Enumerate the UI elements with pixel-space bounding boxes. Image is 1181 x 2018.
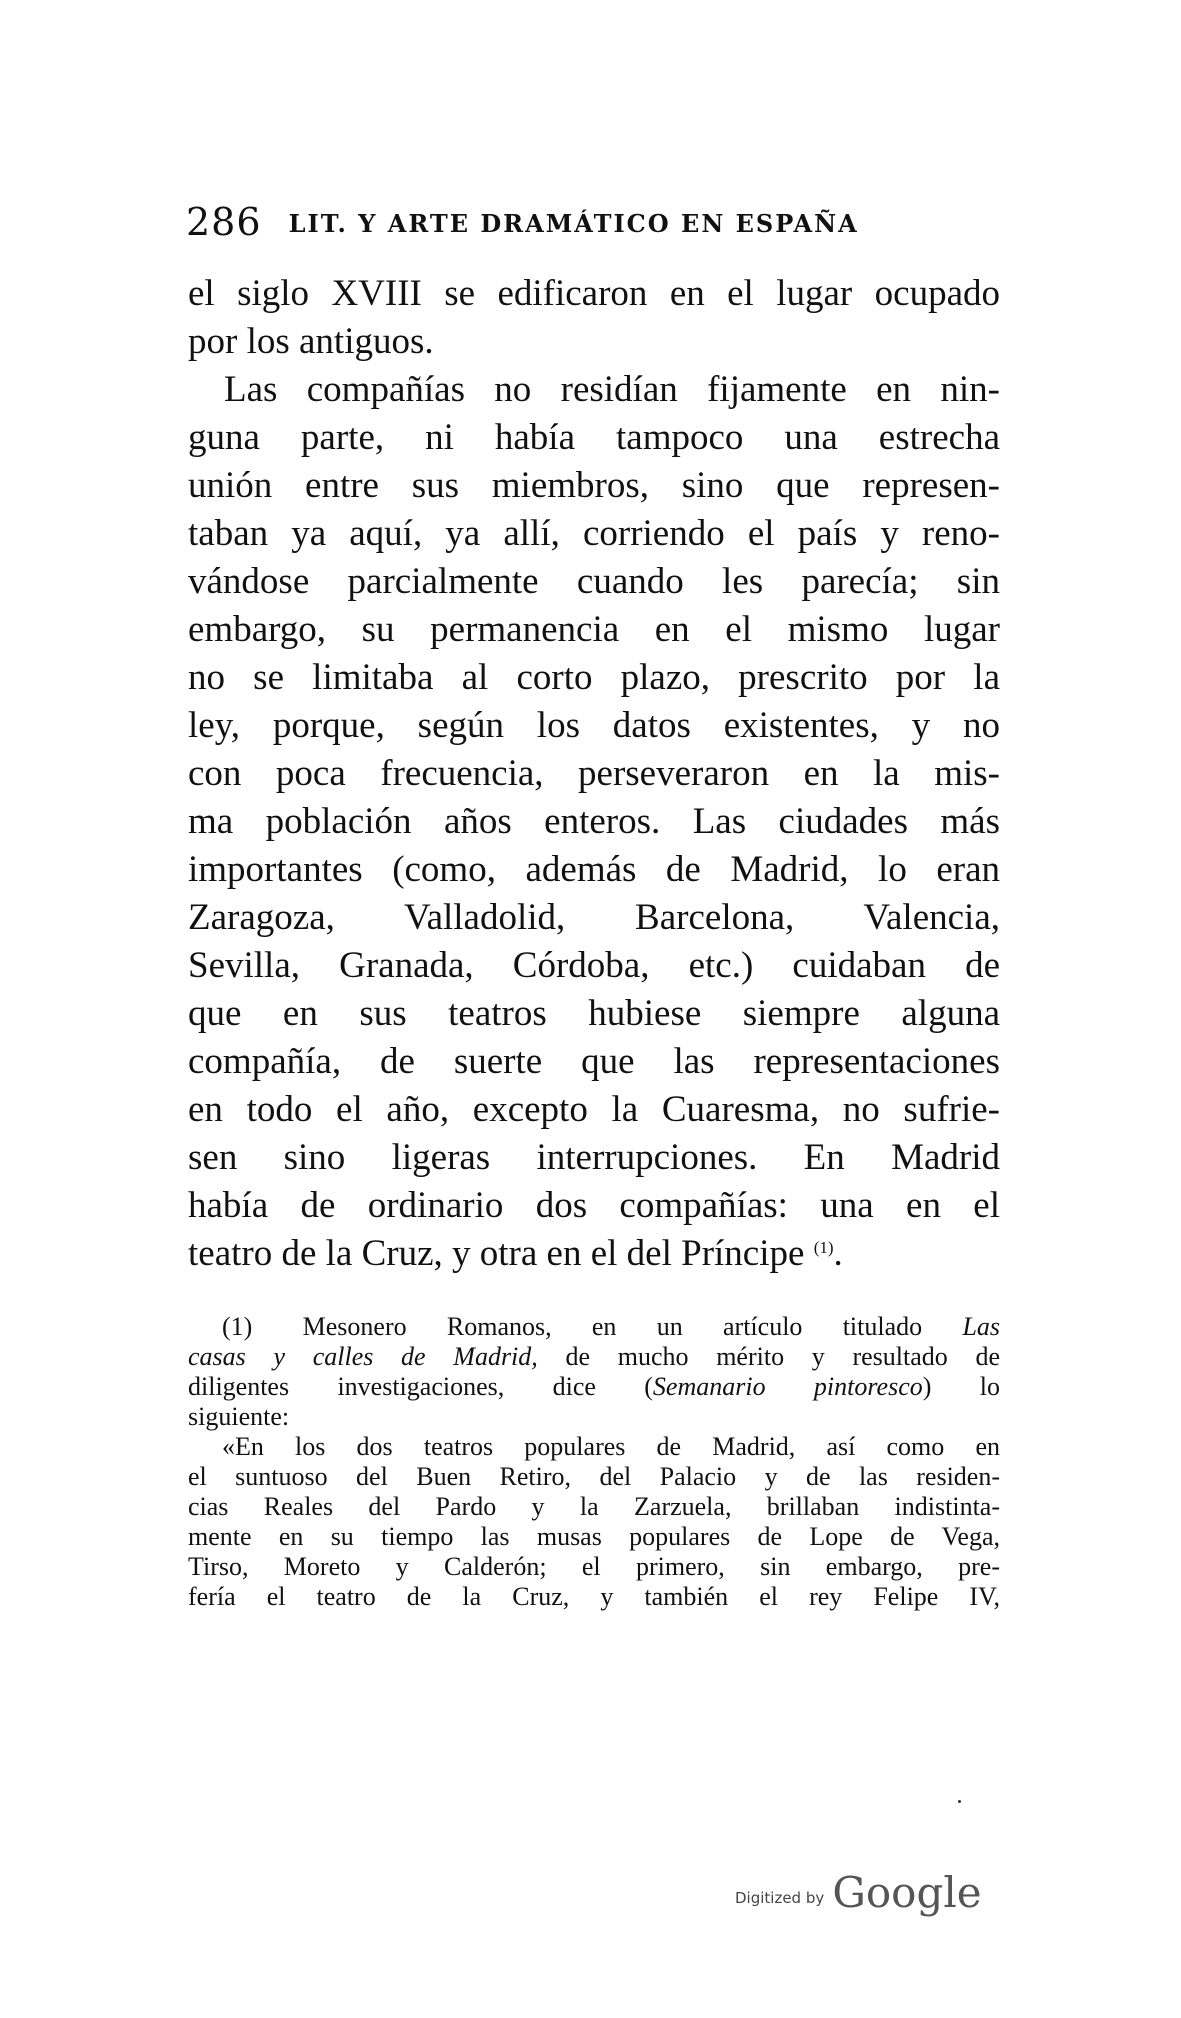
running-head (186, 200, 1006, 260)
footnote-line (188, 1342, 1000, 1372)
footnote-italic-text: Semanario pintoresco (652, 1372, 923, 1401)
text-line: taban ya aquí, ya allí, corriendo el país y reno- (188, 513, 1000, 554)
footnote-line: cias Reales del Pardo y la Zarzuela, brillaban indistinta- (188, 1492, 1000, 1521)
text-line: sen sino ligeras interrupciones. En Madrid (188, 1137, 1000, 1178)
text-line: ley, porque, según los datos existentes, y no (188, 705, 1000, 746)
text-line: con poca frecuencia, perseveraron en la mis- (188, 753, 1000, 794)
text-line: vándose parcialmente cuando les parecía; sin (188, 561, 1000, 602)
text-line: que en sus teatros hubiese siempre alguna (188, 993, 1000, 1034)
footnote-reference[interactable]: (1) (813, 1238, 834, 1257)
footnote-text: diligentes investigaciones, dice ( (188, 1372, 653, 1401)
footnote-line: siguiente: (188, 1402, 290, 1431)
text-line: Zaragoza, Valladolid, Barcelona, Valencia, (188, 897, 1000, 938)
footnote-line (188, 1312, 1000, 1342)
text-line: guna parte, ni había tampoco una estrecha (188, 417, 1000, 458)
footnote-line: «En los dos teatros populares de Madrid, así como en (222, 1432, 1000, 1461)
footnote-text: Mesonero Romanos, en un artículo titulado (302, 1312, 923, 1341)
google-logo: Google (832, 1868, 982, 1917)
text-line: en todo el año, excepto la Cuaresma, no sufrie- (188, 1089, 1000, 1130)
text-line: no se limitaba al corto plazo, prescrito por la (188, 657, 1000, 698)
final-punctuation: . (833, 1233, 843, 1274)
text-line: por los antiguos. (188, 321, 434, 362)
running-head-title: LIT. Y ARTE DRAMÁTICO EN ESPAÑA (288, 209, 859, 238)
footnote (188, 1312, 1000, 1612)
text-line: Las compañías no residían fijamente en nin- (224, 369, 1000, 410)
text-line: unión entre sus miembros, sino que represen- (188, 465, 1000, 506)
watermark-prefix: Digitized by (735, 1889, 825, 1907)
text-line: el siglo XVIII se edificaron en el lugar ocupado (188, 273, 1000, 314)
text-line: compañía, de suerte que las representaciones (188, 1041, 1000, 1082)
footnote-line (188, 1372, 1000, 1402)
digitized-by-google-watermark (735, 1868, 1005, 1924)
text-line: importantes (como, además de Madrid, lo eran (188, 849, 1000, 890)
footnote-italic-text: casas y calles de Madrid, (188, 1342, 538, 1371)
text-line: Sevilla, Granada, Córdoba, etc.) cuidaban de (188, 945, 1000, 986)
footnote-line: Tirso, Moreto y Calderón; el primero, sin embargo, pre- (188, 1552, 1000, 1581)
footnote-line: el suntuoso del Buen Retiro, del Palacio y de las residen- (188, 1462, 1000, 1491)
text-line: había de ordinario dos compañías: una en el (188, 1185, 1000, 1226)
stray-mark (958, 1800, 961, 1803)
text-line-final (188, 1230, 1000, 1278)
footnote-mark: (1) (222, 1312, 253, 1341)
footnote-line: fería el teatro de la Cruz, y también el rey Felipe IV, (188, 1582, 1000, 1611)
page-number: 286 (186, 200, 262, 244)
body-text (188, 270, 1000, 1278)
text-line: ma población años enteros. Las ciudades más (188, 801, 1000, 842)
text-line-content: teatro de la Cruz, y otra en el del Príncipe (188, 1233, 805, 1274)
footnote-line: mente en su tiempo las musas populares de Lope de Vega, (188, 1522, 1000, 1551)
footnote-italic-text: Las (962, 1312, 1001, 1341)
text-line: embargo, su permanencia en el mismo lugar (188, 609, 1000, 650)
footnote-text: de mucho mérito y resultado de (565, 1342, 1000, 1371)
footnote-text: ) lo (922, 1372, 1000, 1401)
